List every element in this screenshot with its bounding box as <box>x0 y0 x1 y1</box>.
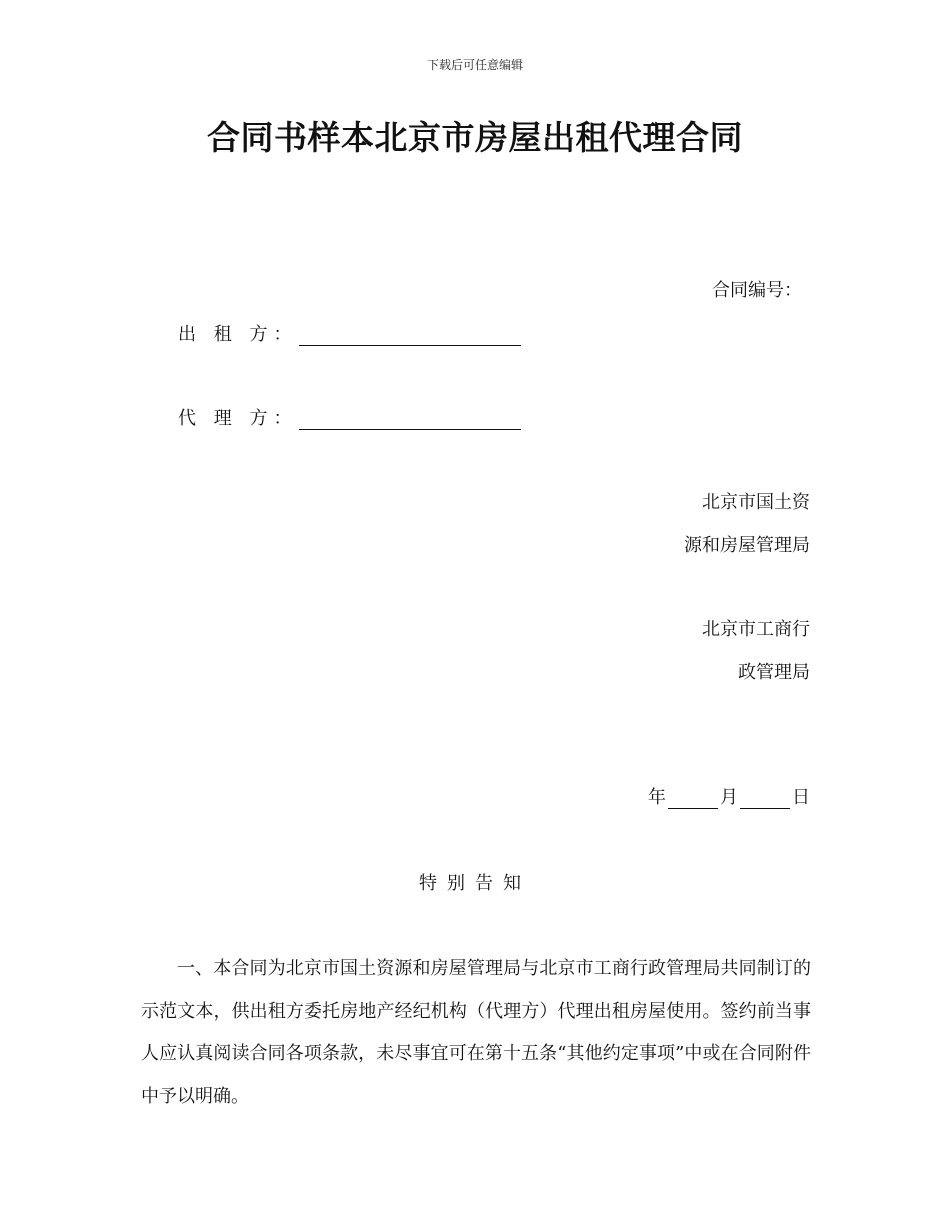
document-title: 合同书样本北京市房屋出租代理合同 <box>207 118 743 157</box>
date-day-label: 日 <box>792 787 810 808</box>
land-bureau-line2: 源和房屋管理局 <box>684 535 810 556</box>
date-month-label: 月 <box>720 787 738 808</box>
date-day-blank <box>740 790 790 809</box>
header-note: 下载后可任意编辑 <box>426 58 523 72</box>
agent-label: 代 理 方： <box>178 408 298 429</box>
date-year-label: 年 <box>648 787 666 808</box>
lessor-label: 出 租 方： <box>178 324 298 345</box>
notice-clause-1: 一、本合同为北京市国土资源和房屋管理局与北京市工商行政管理局共同制订的示范文本，供出租方委托房地产经纪机构（代理方）代理出租房屋使用。签约前当事人应认真阅读合同各项条款，未尽事宜可在第十五条“其他约定事项”中或在合同附件中予以明确。 <box>141 958 811 1107</box>
lessor-blank <box>299 325 521 346</box>
contract-number-label: 合同编号： <box>712 280 802 301</box>
agent-blank <box>299 409 521 430</box>
notice-title: 特别告知 <box>419 873 531 894</box>
commerce-bureau-line1: 北京市工商行 <box>702 619 810 640</box>
date-line <box>648 783 810 809</box>
lessor-line <box>178 320 521 346</box>
land-bureau-line1: 北京市国土资 <box>702 492 810 513</box>
commerce-bureau-line2: 政管理局 <box>738 662 810 683</box>
date-month-blank <box>668 790 718 809</box>
agent-line <box>178 404 521 430</box>
